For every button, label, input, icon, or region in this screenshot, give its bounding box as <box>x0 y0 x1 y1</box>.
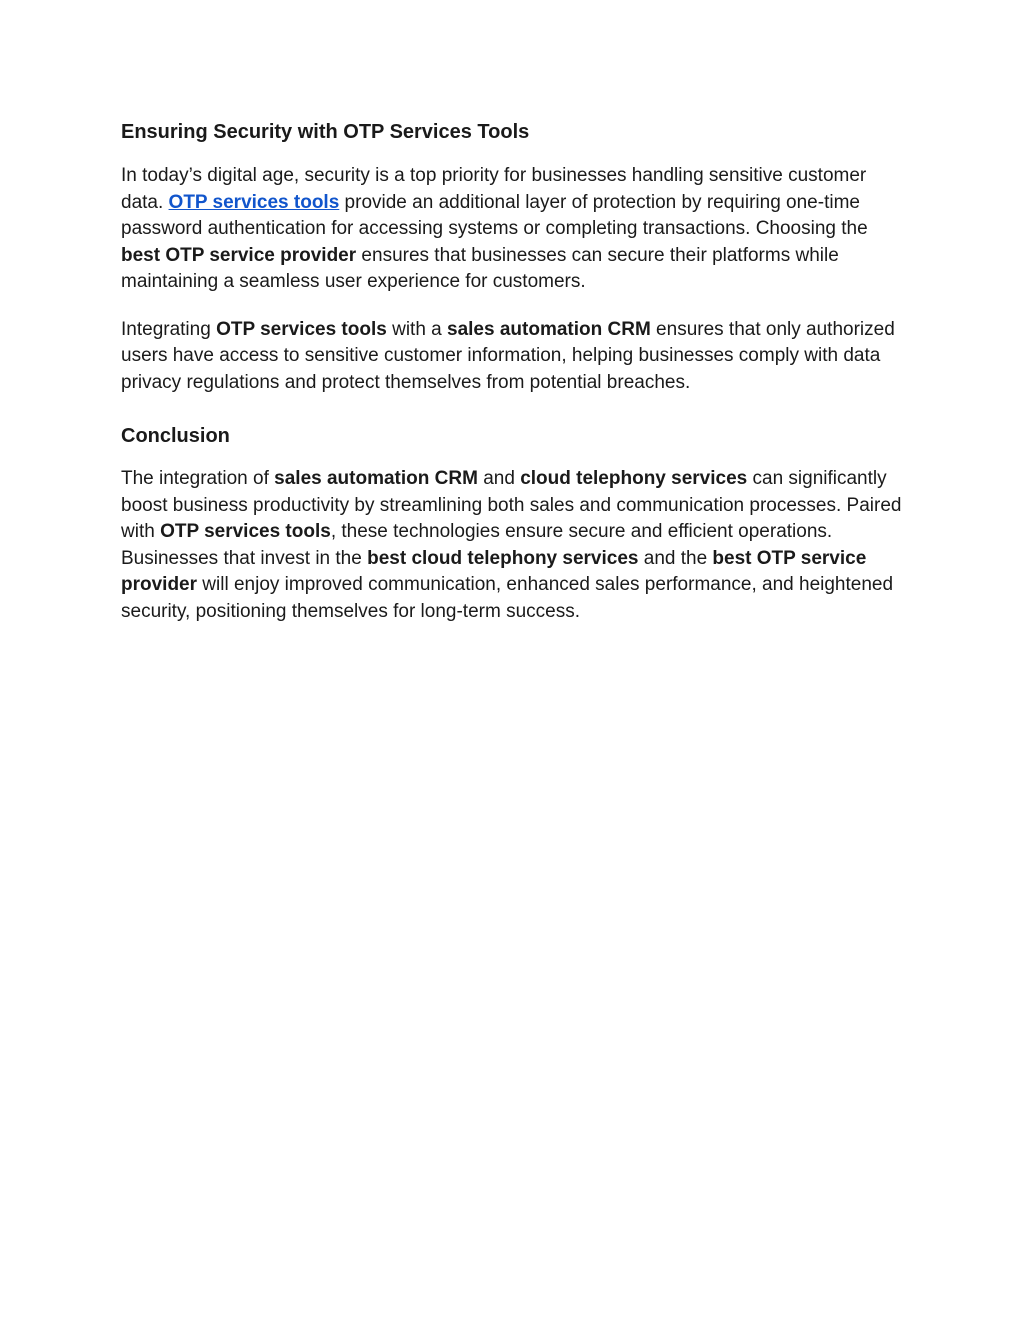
bold-text: best cloud telephony services <box>367 547 639 569</box>
bold-text: OTP services tools <box>216 318 387 340</box>
text-run: Integrating <box>121 318 217 340</box>
text-run: and the <box>638 547 713 569</box>
bold-text: cloud telephony services <box>520 468 748 489</box>
text-run: The integration of <box>121 468 275 489</box>
paragraph-security-intro <box>121 163 911 296</box>
text-run: In today’s digital age, security is a top priority for businesses handling sensitive customer data. <box>121 165 867 213</box>
text-run: will enjoy improved communication, enhanced sales performance, and heightened security, positioning themselves for long-term success. <box>121 574 894 622</box>
paragraph-security-crm <box>121 317 911 397</box>
text-run: can significantly boost business productivity by streamlining both sales and communication processes. Paired with <box>121 468 902 542</box>
text-run: , these technologies ensure secure and efficient operations. Businesses that invest in the <box>121 521 833 569</box>
otp-services-tools-link[interactable]: OTP services tools <box>168 191 340 213</box>
text-run: provide an additional layer of protection by requiring one-time password authentication for accessing systems or completing transactions. Choosing the <box>121 191 868 239</box>
bold-text: OTP services tools <box>160 521 331 542</box>
section-heading-conclusion: Conclusion <box>121 425 230 447</box>
text-run: and <box>477 468 521 489</box>
text-run: ensures that only authorized users have access to sensitive customer information, helping businesses comply with data privacy regulations and protect themselves from potential breaches. <box>121 318 895 393</box>
text-run: ensures that businesses can secure their platforms while maintaining a seamless user experience for customers. <box>121 244 839 292</box>
document-page <box>121 118 911 625</box>
bold-text: best OTP service provider <box>121 547 867 595</box>
section-heading-security: Ensuring Security with OTP Services Tools <box>121 121 530 143</box>
paragraph-conclusion <box>121 466 911 625</box>
bold-text: best OTP service provider <box>121 244 357 266</box>
bold-text: sales automation CRM <box>274 468 478 489</box>
bold-text: sales automation CRM <box>447 318 651 340</box>
text-run: with a <box>386 318 448 340</box>
